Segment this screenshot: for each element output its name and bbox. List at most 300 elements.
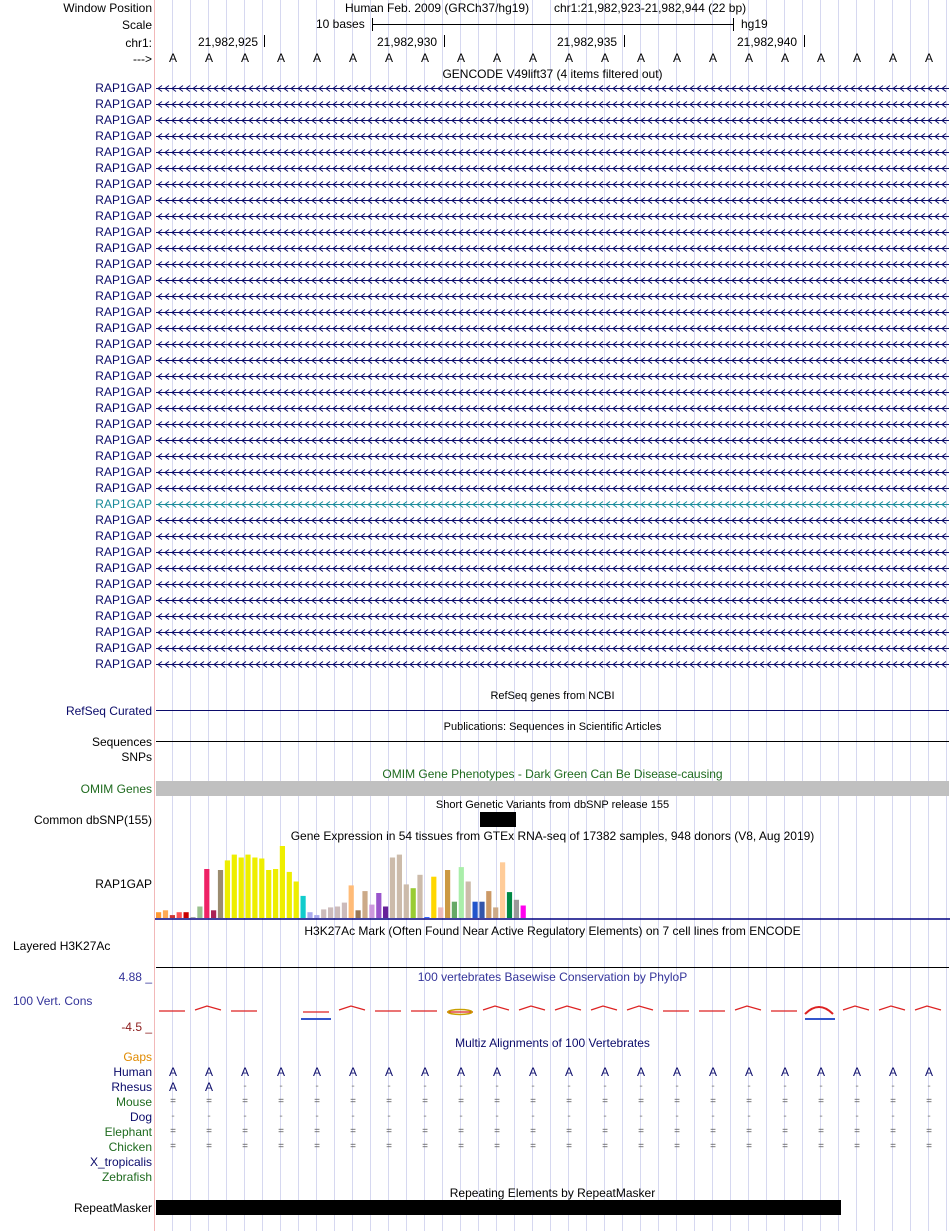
sequence-base: A (528, 51, 537, 65)
multiz-base: = (386, 1126, 392, 1137)
multiz-base: = (926, 1126, 932, 1137)
gencode-intron-arrows[interactable] (156, 373, 949, 380)
multiz-base: = (926, 1141, 932, 1152)
gencode-intron-arrows[interactable] (156, 405, 949, 412)
multiz-species-label: Human (113, 1065, 152, 1079)
scale-db: hg19 (741, 17, 768, 31)
gtex-tissue-bar[interactable] (307, 912, 312, 918)
gtex-tissue-bar[interactable] (473, 902, 478, 918)
multiz-base: = (206, 1141, 212, 1152)
chrom-label: chr1: (125, 36, 152, 50)
gtex-tissue-bar[interactable] (486, 891, 491, 918)
multiz-base: = (422, 1096, 428, 1107)
multiz-base: = (782, 1096, 788, 1107)
refseq-track-label[interactable]: RefSeq Curated (65, 704, 152, 718)
gencode-gene-label[interactable]: RAP1GAP (95, 337, 152, 351)
multiz-base: - (315, 1081, 319, 1092)
gencode-gene-label[interactable]: RAP1GAP (95, 289, 152, 303)
multiz-base: - (855, 1111, 859, 1122)
gtex-tissue-bar[interactable] (294, 882, 299, 919)
gencode-gene-label[interactable]: RAP1GAP (95, 593, 152, 607)
repeatmasker-track-title: Repeating Elements by RepeatMasker (449, 1186, 656, 1200)
scale-bar-right-cap (733, 18, 734, 31)
window-position-label: Window Position (63, 1, 152, 15)
gencode-intron-arrows[interactable] (156, 213, 949, 220)
gencode-gene-label[interactable]: RAP1GAP (95, 129, 152, 143)
gencode-intron-arrows[interactable] (156, 565, 949, 572)
gencode-intron-arrows[interactable] (156, 469, 949, 476)
sequence-base: A (312, 51, 321, 65)
gencode-gene-label[interactable]: RAP1GAP (95, 225, 152, 239)
multiz-base: - (639, 1111, 643, 1122)
gencode-intron-arrows[interactable] (156, 389, 949, 396)
gtex-tissue-bar[interactable] (514, 900, 519, 918)
multiz-base: - (603, 1111, 607, 1122)
phylop-segment (627, 1006, 653, 1010)
multiz-gaps-label: Gaps (123, 1050, 152, 1064)
multiz-base: = (494, 1141, 500, 1152)
multiz-base: = (566, 1141, 572, 1152)
gencode-gene-label[interactable]: RAP1GAP (95, 481, 152, 495)
gencode-intron-arrows[interactable] (156, 453, 949, 460)
gtex-tissue-bar[interactable] (301, 896, 306, 918)
multiz-base: A (708, 1065, 717, 1079)
gtex-tissue-bar[interactable] (445, 870, 450, 918)
gencode-gene-label[interactable]: RAP1GAP (95, 81, 152, 95)
gencode-intron-arrows[interactable] (156, 581, 949, 588)
multiz-base: - (783, 1111, 787, 1122)
refseq-feature[interactable] (156, 710, 949, 711)
gtex-tissue-bar[interactable] (383, 907, 388, 919)
multiz-base: = (854, 1141, 860, 1152)
gencode-intron-arrows[interactable] (156, 277, 949, 284)
gtex-tissue-bar[interactable] (362, 891, 367, 918)
assembly-title: Human Feb. 2009 (GRCh37/hg19) (345, 1, 530, 15)
gencode-gene-label[interactable]: RAP1GAP (95, 577, 152, 591)
multiz-base: - (567, 1111, 571, 1122)
gencode-gene-label[interactable]: RAP1GAP (95, 193, 152, 207)
multiz-species-label: Dog (129, 1110, 152, 1124)
gtex-tissue-bar[interactable] (259, 859, 264, 919)
multiz-base: = (422, 1141, 428, 1152)
multiz-base: A (384, 1065, 393, 1079)
gtex-bar-chart[interactable] (155, 844, 950, 922)
gencode-gene-label[interactable]: RAP1GAP (95, 113, 152, 127)
gtex-track-label[interactable]: RAP1GAP (95, 877, 152, 891)
multiz-base: A (348, 1065, 357, 1079)
gencode-intron-arrows[interactable] (156, 549, 949, 556)
multiz-base: = (710, 1096, 716, 1107)
gtex-tissue-bar[interactable] (266, 870, 271, 918)
gencode-gene-label[interactable]: RAP1GAP (95, 273, 152, 287)
gtex-tissue-bar[interactable] (335, 907, 340, 919)
dbsnp-track-title: Short Genetic Variants from dbSNP release 155 (435, 799, 670, 811)
gtex-tissue-bar[interactable] (273, 869, 278, 918)
gencode-gene-label[interactable]: RAP1GAP (95, 145, 152, 159)
repeatmasker-track-label[interactable]: RepeatMasker (73, 1201, 152, 1215)
multiz-base: = (206, 1096, 212, 1107)
gtex-tissue-bar[interactable] (376, 893, 381, 918)
gencode-intron-arrows[interactable] (156, 101, 949, 108)
phylop-segment (483, 1006, 509, 1010)
sequence-base: A (420, 51, 429, 65)
multiz-base: A (924, 1065, 933, 1079)
multiz-base: - (891, 1111, 895, 1122)
multiz-base: A (204, 1065, 213, 1079)
gtex-tissue-bar[interactable] (252, 858, 257, 919)
gencode-intron-arrows[interactable] (156, 197, 949, 204)
multiz-base: = (746, 1141, 752, 1152)
gencode-gene-label[interactable]: RAP1GAP (95, 161, 152, 175)
multiz-base: - (531, 1081, 535, 1092)
phylop-segment (879, 1006, 905, 1010)
gencode-gene-label[interactable]: RAP1GAP (95, 625, 152, 639)
dbsnp-track-label[interactable]: Common dbSNP(155) (33, 813, 152, 827)
multiz-base: - (207, 1111, 211, 1122)
multiz-base: - (315, 1111, 319, 1122)
position-tick (264, 35, 265, 47)
multiz-base: = (818, 1141, 824, 1152)
phylop-wiggle[interactable] (155, 1000, 950, 1026)
multiz-species-label: Zebrafish (101, 1170, 152, 1184)
gtex-tissue-bar[interactable] (170, 915, 175, 918)
multiz-base: = (890, 1096, 896, 1107)
phylop-max-label: 4.88 _ (118, 970, 152, 984)
gtex-tissue-bar[interactable] (390, 858, 395, 919)
multiz-base: - (495, 1111, 499, 1122)
gtex-tissue-bar[interactable] (466, 882, 471, 919)
gencode-gene-label[interactable]: RAP1GAP (95, 545, 152, 559)
multiz-base: = (854, 1096, 860, 1107)
dbsnp-variant[interactable] (480, 812, 516, 827)
multiz-base: - (747, 1081, 751, 1092)
gencode-intron-arrows[interactable] (156, 293, 949, 300)
gencode-gene-label[interactable]: RAP1GAP (95, 177, 152, 191)
multiz-base: = (566, 1096, 572, 1107)
multiz-species-label: X_tropicalis (89, 1155, 152, 1169)
multiz-base: - (423, 1111, 427, 1122)
gencode-gene-label[interactable]: RAP1GAP (95, 417, 152, 431)
gencode-intron-arrows[interactable] (156, 661, 949, 668)
gencode-intron-arrows[interactable] (156, 261, 949, 268)
multiz-base: = (170, 1096, 176, 1107)
sequence-base: A (744, 51, 753, 65)
gtex-tissue-bar[interactable] (218, 870, 223, 918)
gencode-gene-label[interactable]: RAP1GAP (95, 449, 152, 463)
multiz-base: - (747, 1111, 751, 1122)
multiz-base: - (639, 1081, 643, 1092)
multiz-base: = (386, 1096, 392, 1107)
gtex-tissue-bar[interactable] (369, 905, 374, 918)
multiz-base: = (242, 1126, 248, 1137)
gencode-intron-arrows[interactable] (156, 117, 949, 124)
multiz-base: - (387, 1081, 391, 1092)
scale-bar (372, 24, 734, 25)
multiz-base: = (458, 1096, 464, 1107)
gtex-tissue-bar[interactable] (459, 867, 464, 918)
gencode-gene-label[interactable]: RAP1GAP (95, 369, 152, 383)
gtex-tissue-bar[interactable] (197, 907, 202, 919)
sequence-base: A (636, 51, 645, 65)
gtex-tissue-bar[interactable] (280, 846, 285, 918)
multiz-base: = (710, 1141, 716, 1152)
gtex-tissue-bar[interactable] (424, 917, 429, 918)
gencode-track-title: GENCODE V49lift37 (4 items filtered out) (442, 67, 663, 81)
multiz-base: - (855, 1081, 859, 1092)
gencode-intron-arrows[interactable] (156, 357, 949, 364)
gencode-intron-arrows[interactable] (156, 341, 949, 348)
gtex-tissue-bar[interactable] (177, 912, 182, 918)
gencode-intron-arrows[interactable] (156, 229, 949, 236)
omim-track-label[interactable]: OMIM Genes (80, 782, 152, 796)
h3k27ac-track-title: H3K27Ac Mark (Often Found Near Active Regulatory Elements) on 7 cell lines from ENCODE (304, 924, 801, 938)
multiz-base: - (459, 1111, 463, 1122)
gencode-intron-arrows[interactable] (156, 437, 949, 444)
multiz-base: A (168, 1080, 177, 1094)
gencode-intron-arrows[interactable] (156, 149, 949, 156)
gtex-tissue-bar[interactable] (184, 912, 189, 918)
gencode-intron-arrows[interactable] (156, 645, 949, 652)
phylop-min-label: -4.5 _ (121, 1020, 152, 1034)
gtex-tissue-bar[interactable] (239, 858, 244, 919)
multiz-base: - (819, 1111, 823, 1122)
phylop-track-title: 100 vertebrates Basewise Conservation by PhyloP (417, 970, 688, 984)
gencode-intron-arrows[interactable] (156, 501, 949, 508)
gtex-tissue-bar[interactable] (163, 910, 168, 918)
snps-label: SNPs (121, 750, 152, 764)
multiz-base: A (600, 1065, 609, 1079)
gencode-intron-arrows[interactable] (156, 597, 949, 604)
multiz-base: = (854, 1126, 860, 1137)
multiz-base: = (530, 1141, 536, 1152)
gencode-gene-label[interactable]: RAP1GAP (95, 385, 152, 399)
gtex-tissue-bar[interactable] (314, 915, 319, 918)
position-label: 21,982,925 (198, 35, 259, 49)
multiz-base: = (638, 1141, 644, 1152)
multiz-base: = (350, 1141, 356, 1152)
gtex-tissue-bar[interactable] (287, 872, 292, 918)
phylop-segment (555, 1006, 581, 1010)
multiz-base: = (242, 1141, 248, 1152)
multiz-base: = (890, 1126, 896, 1137)
sequence-base: A (492, 51, 501, 65)
omim-feature[interactable] (156, 781, 949, 796)
gtex-tissue-bar[interactable] (356, 910, 361, 918)
gencode-intron-arrows[interactable] (156, 85, 949, 92)
gencode-gene-label[interactable]: RAP1GAP (95, 305, 152, 319)
gencode-gene-label[interactable]: RAP1GAP (95, 609, 152, 623)
phylop-segment (915, 1006, 941, 1010)
multiz-base: - (711, 1081, 715, 1092)
multiz-base: = (422, 1126, 428, 1137)
gencode-intron-arrows[interactable] (156, 485, 949, 492)
sequence-base: A (204, 51, 213, 65)
gencode-gene-label[interactable]: RAP1GAP (95, 561, 152, 575)
multiz-base: - (927, 1111, 931, 1122)
refseq-track-title: RefSeq genes from NCBI (490, 690, 615, 702)
gtex-tissue-bar[interactable] (507, 892, 512, 918)
gencode-intron-arrows[interactable] (156, 325, 949, 332)
multiz-base: = (638, 1126, 644, 1137)
multiz-base: A (888, 1065, 897, 1079)
multiz-base: = (530, 1096, 536, 1107)
gtex-tissue-bar[interactable] (156, 912, 161, 918)
gencode-intron-arrows[interactable] (156, 613, 949, 620)
gtex-tissue-bar[interactable] (411, 888, 416, 918)
multiz-base: A (204, 1080, 213, 1094)
gtex-tissue-bar[interactable] (245, 855, 250, 918)
gtex-tissue-bar[interactable] (438, 907, 443, 918)
multiz-base: = (458, 1126, 464, 1137)
publications-track-title: Publications: Sequences in Scientific Articles (443, 721, 662, 733)
gencode-gene-label[interactable]: RAP1GAP (95, 241, 152, 255)
multiz-base: = (278, 1126, 284, 1137)
multiz-base: = (494, 1096, 500, 1107)
strand-label: ---> (133, 52, 152, 66)
h3k27ac-baseline (156, 967, 949, 968)
gencode-gene-label[interactable]: RAP1GAP (95, 401, 152, 415)
sequence-base: A (168, 51, 177, 65)
gtex-tissue-bar[interactable] (204, 869, 209, 918)
phylop-track-label[interactable]: 100 Vert. Cons (13, 994, 93, 1008)
gtex-tissue-bar[interactable] (521, 906, 526, 919)
multiz-base: A (564, 1065, 573, 1079)
sequence-base: A (852, 51, 861, 65)
position-tick (444, 35, 445, 47)
gencode-intron-arrows[interactable] (156, 533, 949, 540)
gtex-tissue-bar[interactable] (342, 903, 347, 918)
multiz-base: - (387, 1111, 391, 1122)
multiz-base: A (780, 1065, 789, 1079)
gencode-gene-label[interactable]: RAP1GAP (95, 353, 152, 367)
multiz-base: = (782, 1141, 788, 1152)
multiz-base: - (423, 1081, 427, 1092)
position-tick (804, 35, 805, 47)
gencode-intron-arrows[interactable] (156, 309, 949, 316)
multiz-base: = (278, 1141, 284, 1152)
gencode-gene-label[interactable]: RAP1GAP (95, 257, 152, 271)
multiz-base: - (351, 1081, 355, 1092)
multiz-base: = (494, 1126, 500, 1137)
scale-bar-left-cap (372, 18, 373, 31)
position-label: 21,982,940 (737, 35, 798, 49)
gencode-gene-label[interactable]: RAP1GAP (95, 209, 152, 223)
gtex-tissue-bar[interactable] (431, 877, 436, 918)
position-label: 21,982,930 (377, 35, 438, 49)
gtex-tissue-bar[interactable] (417, 875, 422, 918)
gencode-intron-arrows[interactable] (156, 165, 949, 172)
multiz-base: A (852, 1065, 861, 1079)
multiz-base: - (279, 1081, 283, 1092)
multiz-base: = (710, 1126, 716, 1137)
multiz-base: - (531, 1111, 535, 1122)
multiz-base: = (818, 1096, 824, 1107)
multiz-base: - (351, 1111, 355, 1122)
gtex-tissue-bar[interactable] (404, 884, 409, 918)
multiz-base: A (672, 1065, 681, 1079)
multiz-base: A (528, 1065, 537, 1079)
multiz-base: - (819, 1081, 823, 1092)
gtex-tissue-bar[interactable] (397, 855, 402, 918)
multiz-base: = (674, 1126, 680, 1137)
scale-label: Scale (121, 18, 152, 32)
gencode-intron-arrows[interactable] (156, 421, 949, 428)
gencode-gene-label[interactable]: RAP1GAP (95, 321, 152, 335)
multiz-base: - (783, 1081, 787, 1092)
multiz-base: = (170, 1126, 176, 1137)
multiz-base: - (603, 1081, 607, 1092)
multiz-base: = (674, 1141, 680, 1152)
gencode-intron-arrows[interactable] (156, 133, 949, 140)
publications-feature[interactable] (156, 741, 949, 742)
multiz-species-label: Chicken (108, 1140, 152, 1154)
gtex-tissue-bar[interactable] (211, 910, 216, 918)
multiz-base: = (746, 1126, 752, 1137)
gencode-intron-arrows[interactable] (156, 517, 949, 524)
phylop-segment (843, 1006, 869, 1010)
phylop-segment (591, 1006, 617, 1010)
sequence-base: A (888, 51, 897, 65)
sequence-base: A (780, 51, 789, 65)
phylop-segment (195, 1006, 221, 1010)
phylop-segment (519, 1006, 545, 1010)
gencode-gene-label[interactable]: RAP1GAP (95, 465, 152, 479)
multiz-base: = (386, 1141, 392, 1152)
gtex-tissue-bar[interactable] (190, 917, 195, 918)
h3k27ac-track-label[interactable]: Layered H3K27Ac (13, 939, 111, 953)
gtex-tissue-bar[interactable] (349, 885, 354, 918)
repeatmasker-element[interactable] (156, 1200, 841, 1215)
gtex-tissue-bar[interactable] (500, 862, 505, 918)
multiz-base: A (240, 1065, 249, 1079)
multiz-base: = (314, 1096, 320, 1107)
phylop-segment (339, 1006, 365, 1010)
gencode-intron-arrows[interactable] (156, 629, 949, 636)
gencode-gene-label[interactable]: RAP1GAP (95, 433, 152, 447)
gtex-track-title: Gene Expression in 54 tissues from GTEx RNA-seq of 17382 samples, 948 donors (V8, Aug 2019) (290, 829, 815, 843)
gencode-gene-label[interactable]: RAP1GAP (95, 497, 152, 511)
gtex-tissue-bar[interactable] (232, 855, 237, 918)
multiz-base: = (602, 1141, 608, 1152)
multiz-base: = (314, 1126, 320, 1137)
multiz-base: = (818, 1126, 824, 1137)
sequence-base: A (708, 51, 717, 65)
gencode-gene-label[interactable]: RAP1GAP (95, 641, 152, 655)
gencode-intron-arrows[interactable] (156, 245, 949, 252)
multiz-base: = (602, 1096, 608, 1107)
gtex-tissue-bar[interactable] (452, 902, 457, 918)
gtex-tissue-bar[interactable] (479, 902, 484, 918)
gencode-gene-label[interactable]: RAP1GAP (95, 97, 152, 111)
gencode-gene-label[interactable]: RAP1GAP (95, 513, 152, 527)
gtex-tissue-bar[interactable] (493, 907, 498, 918)
multiz-base: = (782, 1126, 788, 1137)
multiz-base: = (314, 1141, 320, 1152)
publications-track-label[interactable]: Sequences (91, 735, 152, 749)
gtex-tissue-bar[interactable] (225, 860, 230, 918)
multiz-base: A (168, 1065, 177, 1079)
multiz-base: = (566, 1126, 572, 1137)
multiz-base: = (674, 1096, 680, 1107)
gtex-tissue-bar[interactable] (321, 909, 326, 918)
gencode-gene-label[interactable]: RAP1GAP (95, 657, 152, 671)
phylop-segment (735, 1006, 761, 1010)
gencode-intron-arrows[interactable] (156, 181, 949, 188)
gencode-gene-label[interactable]: RAP1GAP (95, 529, 152, 543)
multiz-base: = (746, 1096, 752, 1107)
multiz-base: - (171, 1111, 175, 1122)
gtex-tissue-bar[interactable] (328, 907, 333, 918)
